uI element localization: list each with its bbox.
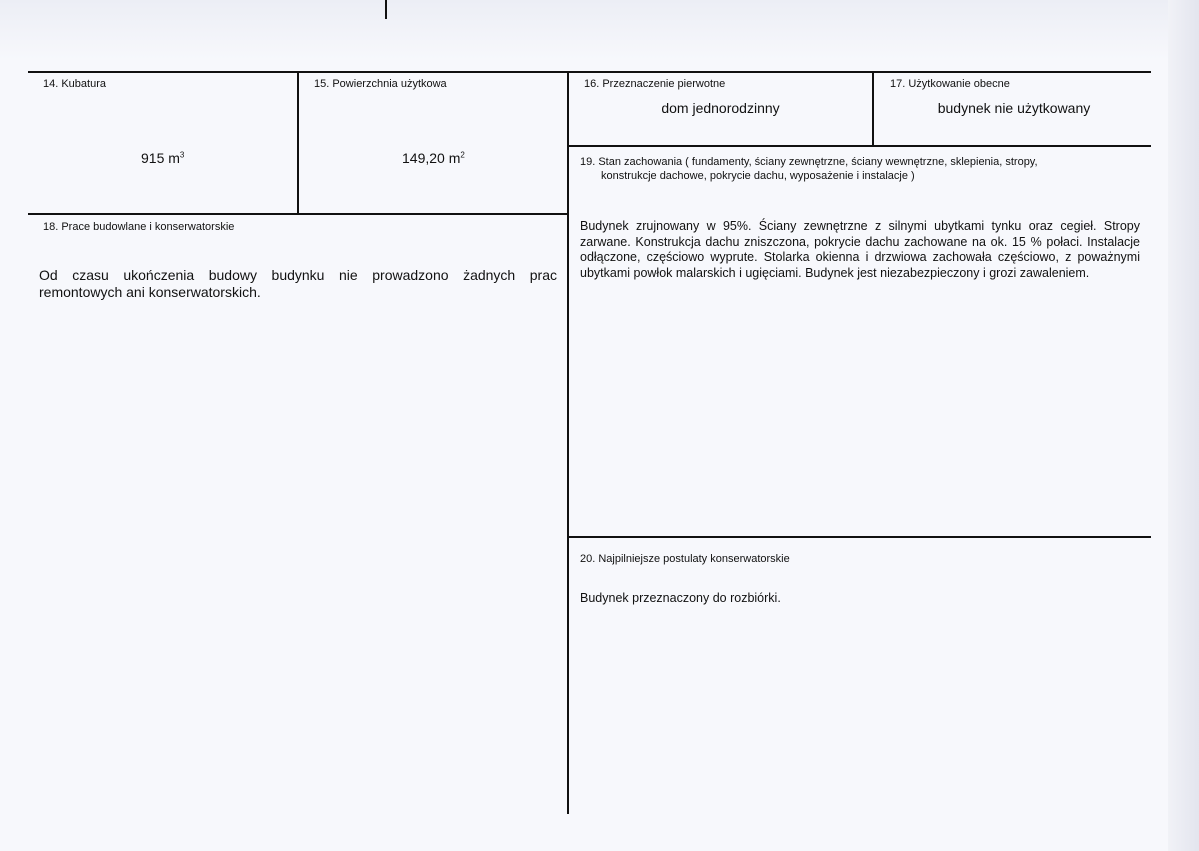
uzytkowanie-value: budynek nie użytkowany bbox=[937, 100, 1091, 116]
postulaty-label: 20. Najpilniejsze postulaty konserwatorskie bbox=[580, 553, 790, 565]
stan-label-line2: konstrukcje dachowe, pokrycie dachu, wyposażenie i instalacje ) bbox=[601, 170, 915, 182]
kubatura-value: 915 $m^3$ bbox=[141, 150, 185, 166]
stan-text: Budynek zrujnowany w 95%. Ściany zewnętrzne z silnymi ubytkami tynku oraz cegieł. Stropy zarwane. Konstrukcja dachu zniszczona, pokrycie dachu zachowane na ok. 15 % połaci. Instalacje odłączone, częściowo wyprute. Stolarka okienna i drzwiowa zachowała częściowo, z poważnymi ubytkami powłok malarskich i ugięciami. Budynek jest niezabezpieczony i grozi zawaleniem. bbox=[580, 219, 1140, 280]
postulaty-text: Budynek przeznaczony do rozbiórki. bbox=[580, 591, 781, 605]
divider-16-19 bbox=[567, 145, 1151, 147]
powierzchnia-label: 15. Powierzchnia użytkowa bbox=[314, 78, 447, 90]
kubatura-label: 14. Kubatura bbox=[43, 78, 106, 90]
top-tick-mark bbox=[385, 0, 387, 19]
uzytkowanie-label: 17. Użytkowanie obecne bbox=[890, 78, 1010, 90]
divider-14-15 bbox=[297, 71, 299, 215]
stan-label-line1: 19. Stan zachowania ( fundamenty, ściany zewnętrzne, ściany wewnętrzne, sklepienia, stropy, bbox=[580, 156, 1038, 168]
divider-14-18 bbox=[28, 213, 568, 215]
form-top-border bbox=[28, 71, 1151, 73]
prace-label: 18. Prace budowlane i konserwatorskie bbox=[43, 221, 235, 233]
page-right-edge bbox=[1168, 0, 1199, 851]
page-top-shade bbox=[0, 0, 1199, 60]
divider-19-20 bbox=[567, 536, 1151, 538]
powierzchnia-value: 149,20 $m^2$ bbox=[402, 150, 465, 166]
przeznaczenie-value: dom jednorodzinny bbox=[661, 100, 780, 116]
form-center-divider bbox=[567, 71, 569, 814]
przeznaczenie-label: 16. Przeznaczenie pierwotne bbox=[584, 78, 726, 90]
prace-text: Od czasu ukończenia budowy budynku nie prowadzono żadnych prac remontowych ani konserwatorskich. bbox=[39, 267, 557, 300]
